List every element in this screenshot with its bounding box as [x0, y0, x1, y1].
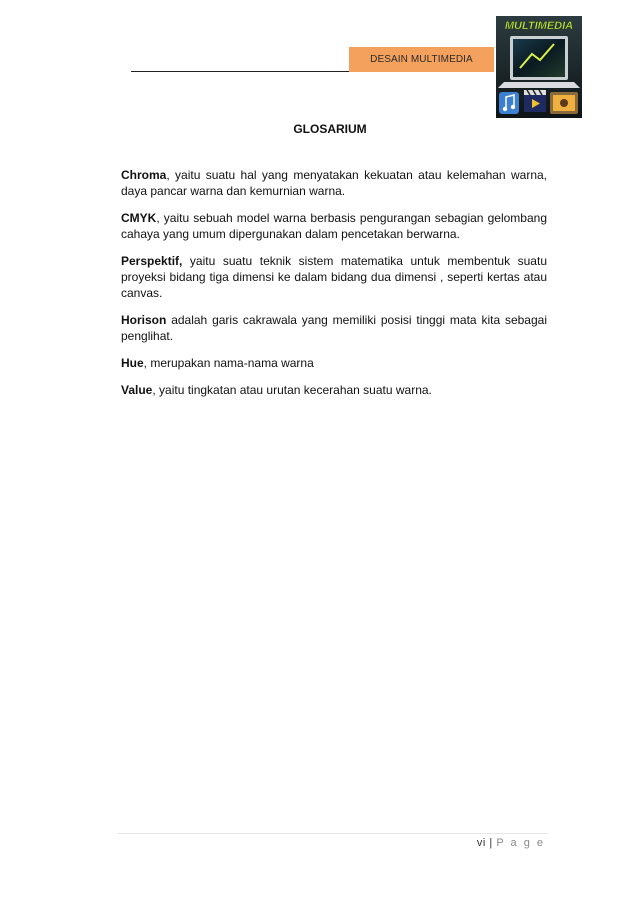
glossary-entry — [121, 382, 547, 398]
footer-rule — [118, 833, 548, 834]
header-tab-label: DESAIN MULTIMEDIA — [370, 54, 473, 65]
glossary-term: CMYK — [121, 211, 157, 225]
glossary-definition: , yaitu tingkatan atau urutan kecerahan suatu warna. — [152, 383, 432, 397]
header-rule — [131, 71, 349, 72]
glossary-term: Chroma — [121, 168, 167, 182]
glossary-definition: yaitu suatu teknik sistem matematika untuk membentuk suatu proyeksi bidang tiga dimensi ke dalam bidang dua dimensi , seperti kertas atau canvas. — [121, 254, 547, 300]
glossary-definition: , yaitu sebuah model warna berbasis pengurangan sebagian gelombang cahaya yang umum dipergunakan dalam pencetakan berwarna. — [121, 211, 547, 241]
multimedia-logo — [496, 16, 582, 118]
page-title: GLOSARIUM — [293, 122, 367, 136]
page-number: vi — [476, 837, 486, 849]
page-footer — [477, 837, 545, 849]
glossary-definition: adalah garis cakrawala yang memiliki posisi tinggi mata kita sebagai penglihat. — [121, 313, 547, 343]
glossary-list — [121, 167, 547, 409]
glossary-entry — [121, 312, 547, 344]
photo-icon — [550, 92, 578, 114]
glossary-entry — [121, 355, 547, 371]
page-label: P a g e — [496, 837, 545, 849]
music-note-icon — [499, 92, 519, 114]
glossary-definition: , merupakan nama-nama warna — [143, 356, 314, 370]
glossary-term: Hue — [121, 356, 144, 370]
glossary-entry — [121, 210, 547, 242]
laptop-base-icon — [498, 82, 580, 88]
footer-separator: | — [489, 837, 493, 849]
glossary-definition: , yaitu suatu hal yang menyatakan kekuatan atau kelemahan warna, daya pancar warna dan kemurnian warna. — [121, 168, 547, 198]
glossary-entry — [121, 253, 547, 301]
glossary-entry — [121, 167, 547, 199]
glossary-term: Horison — [121, 313, 167, 327]
header-tab — [349, 47, 494, 72]
laptop-screen-icon — [513, 39, 565, 77]
logo-text: MULTIMEDIA — [504, 20, 574, 32]
glossary-term: Perspektif, — [121, 254, 183, 268]
film-clapper-icon — [524, 90, 546, 112]
glossary-term: Value — [121, 383, 153, 397]
